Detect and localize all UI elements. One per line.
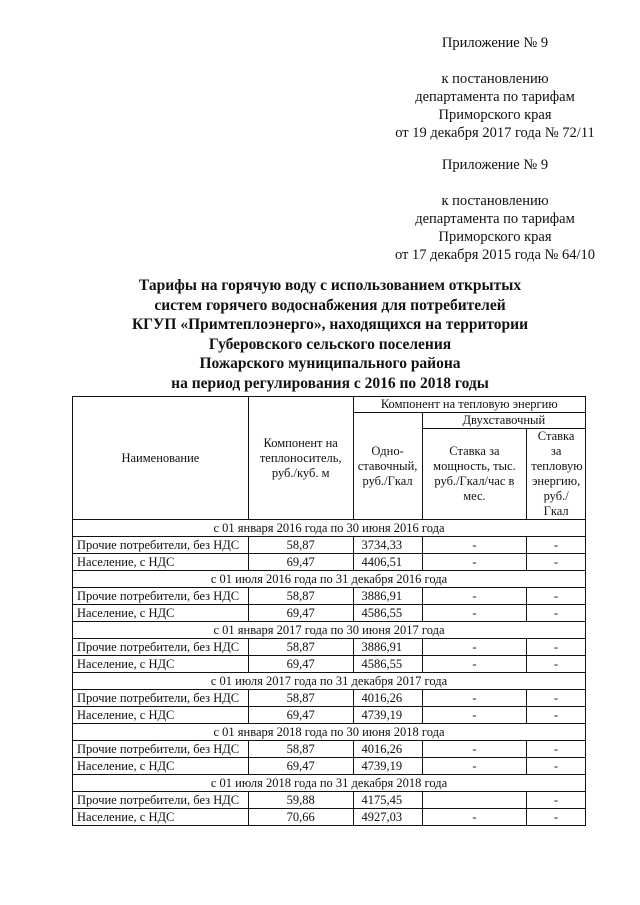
appendix-block-1	[380, 34, 610, 142]
single-rate-cell: 3886,91	[353, 639, 422, 656]
appendix-heading: Приложение № 9	[441, 35, 549, 51]
single-rate-cell: 4175,45	[353, 792, 422, 809]
title-line: Пожарского муниципального района	[199, 355, 461, 372]
power-rate-cell: -	[422, 690, 527, 707]
consumer-name-cell: Население, с НДС	[73, 605, 249, 622]
period-row	[73, 622, 586, 639]
table-row	[73, 605, 586, 622]
carrier-component-cell: 69,47	[248, 605, 353, 622]
power-rate-cell	[422, 792, 527, 809]
header-energy-rate: Ставка за тепловую энергию, руб./Гкал	[527, 429, 586, 520]
title-line: КГУП «Примтеплоэнерго», находящихся на территории	[131, 316, 529, 333]
title-line: систем горячего водоснабжения для потребителей	[154, 296, 506, 314]
period-row	[73, 571, 586, 588]
energy-rate-cell: -	[527, 758, 586, 775]
single-rate-cell: 3886,91	[353, 588, 422, 605]
appendix-line: департамента по тарифам	[415, 211, 575, 227]
consumer-name-cell: Прочие потребители, без НДС	[73, 588, 249, 605]
single-rate-cell: 4016,26	[353, 741, 422, 758]
period-row	[73, 673, 586, 690]
energy-rate-cell: -	[527, 809, 586, 826]
table-row	[73, 792, 586, 809]
table-row	[73, 554, 586, 571]
energy-rate-cell: -	[527, 537, 586, 554]
consumer-name-cell: Прочие потребители, без НДС	[73, 690, 249, 707]
single-rate-cell: 4739,19	[353, 707, 422, 724]
period-label: с 01 января 2017 года по 30 июня 2017 года	[73, 622, 586, 639]
carrier-component-cell: 58,87	[248, 639, 353, 656]
power-rate-cell: -	[422, 588, 527, 605]
energy-rate-cell: -	[527, 656, 586, 673]
energy-rate-cell: -	[527, 605, 586, 622]
appendix-line: от 17 декабря 2015 года № 64/10	[394, 247, 596, 263]
energy-rate-cell: -	[527, 554, 586, 571]
period-label: с 01 июля 2016 года по 31 декабря 2016 года	[73, 571, 586, 588]
header-single-rate: Одно-ставочный, руб./Гкал	[353, 413, 422, 520]
power-rate-cell: -	[422, 809, 527, 826]
power-rate-cell: -	[422, 758, 527, 775]
carrier-component-cell: 69,47	[248, 554, 353, 571]
single-rate-cell: 4406,51	[353, 554, 422, 571]
single-rate-cell: 4927,03	[353, 809, 422, 826]
header-name: Наименование	[73, 397, 249, 520]
power-rate-cell: -	[422, 656, 527, 673]
title-line: Тарифы на горячую воду с использованием открытых	[138, 277, 522, 294]
consumer-name-cell: Население, с НДС	[73, 554, 249, 571]
energy-rate-cell: -	[527, 792, 586, 809]
carrier-component-cell: 69,47	[248, 656, 353, 673]
consumer-name-cell: Население, с НДС	[73, 809, 249, 826]
carrier-component-cell: 69,47	[248, 758, 353, 775]
period-label: с 01 января 2018 года по 30 июня 2018 года	[73, 724, 586, 741]
header-energy-group: Компонент на тепловую энергию	[353, 397, 585, 413]
table-row	[73, 537, 586, 554]
power-rate-cell: -	[422, 741, 527, 758]
tariff-table-body	[73, 520, 586, 826]
header-two-rate: Двухставочный	[422, 413, 585, 429]
consumer-name-cell: Прочие потребители, без НДС	[73, 639, 249, 656]
single-rate-cell: 3734,33	[353, 537, 422, 554]
energy-rate-cell: -	[527, 741, 586, 758]
single-rate-cell: 4586,55	[353, 656, 422, 673]
consumer-name-cell: Население, с НДС	[73, 758, 249, 775]
period-label: с 01 января 2016 года по 30 июня 2016 года	[73, 520, 586, 537]
table-row	[73, 741, 586, 758]
table-row	[73, 656, 586, 673]
header-carrier: Компонент на теплоноситель, руб./куб. м	[248, 397, 353, 520]
carrier-component-cell: 58,87	[248, 588, 353, 605]
period-row	[73, 520, 586, 537]
appendix-line: к постановлению	[441, 71, 549, 87]
power-rate-cell: -	[422, 554, 527, 571]
consumer-name-cell: Прочие потребители, без НДС	[73, 792, 249, 809]
carrier-component-cell: 58,87	[248, 537, 353, 554]
appendix-line: от 19 декабря 2017 года № 72/11	[395, 125, 595, 141]
power-rate-cell: -	[422, 537, 527, 554]
energy-rate-cell: -	[527, 707, 586, 724]
carrier-component-cell: 58,87	[248, 690, 353, 707]
table-row	[73, 588, 586, 605]
table-row	[73, 690, 586, 707]
appendix-block-2	[380, 156, 610, 264]
tariff-table	[72, 396, 586, 826]
consumer-name-cell: Прочие потребители, без НДС	[73, 537, 249, 554]
carrier-component-cell: 59,88	[248, 792, 353, 809]
appendix-line: Приморского края	[438, 229, 552, 245]
appendix-line: Приморского края	[438, 107, 552, 123]
carrier-component-cell: 69,47	[248, 707, 353, 724]
energy-rate-cell: -	[527, 639, 586, 656]
period-row	[73, 724, 586, 741]
appendix-line: департамента по тарифам	[415, 89, 575, 105]
appendix-line: к постановлению	[441, 193, 549, 209]
carrier-component-cell: 58,87	[248, 741, 353, 758]
header-power-rate: Ставка за мощность, тыс. руб./Гкал/час в мес.	[422, 429, 527, 520]
period-row	[73, 775, 586, 792]
consumer-name-cell: Население, с НДС	[73, 707, 249, 724]
single-rate-cell: 4016,26	[353, 690, 422, 707]
power-rate-cell: -	[422, 707, 527, 724]
energy-rate-cell: -	[527, 588, 586, 605]
table-row	[73, 809, 586, 826]
power-rate-cell: -	[422, 639, 527, 656]
period-label: с 01 июля 2017 года по 31 декабря 2017 года	[73, 673, 586, 690]
power-rate-cell: -	[422, 605, 527, 622]
title-line: Губеровского сельского поселения	[208, 335, 452, 353]
table-row	[73, 639, 586, 656]
table-row	[73, 707, 586, 724]
period-label: с 01 июля 2018 года по 31 декабря 2018 года	[73, 775, 586, 792]
appendix-heading: Приложение № 9	[441, 157, 549, 173]
carrier-component-cell: 70,66	[248, 809, 353, 826]
single-rate-cell: 4739,19	[353, 758, 422, 775]
table-row	[73, 758, 586, 775]
document-title	[60, 276, 600, 393]
energy-rate-cell: -	[527, 690, 586, 707]
single-rate-cell: 4586,55	[353, 605, 422, 622]
title-line: на период регулирования с 2016 по 2018 годы	[171, 374, 489, 392]
consumer-name-cell: Население, с НДС	[73, 656, 249, 673]
consumer-name-cell: Прочие потребители, без НДС	[73, 741, 249, 758]
